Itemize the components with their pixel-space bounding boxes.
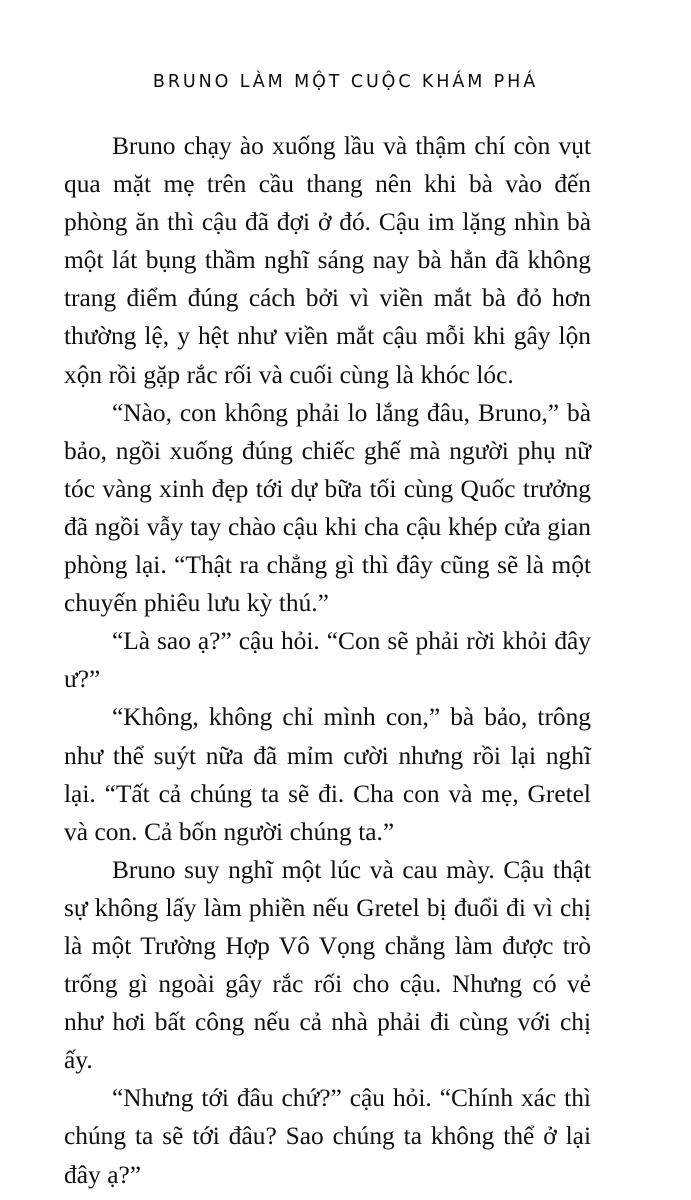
paragraph: “Nhưng tới đâu chứ?” cậu hỏi. “Chính xác thì chúng ta sẽ tới đâu? Sao chúng ta không thể ở lại đây ạ?” — [64, 1084, 591, 1189]
paragraph: “Không, không chỉ mình con,” bà bảo, trông như thể suýt nữa đã mỉm cười nhưng rồi lại nghĩ lại. “Tất cả chúng ta sẽ đi. Cha con và mẹ, Gretel và con. Cả bốn người chúng ta.” — [64, 703, 591, 846]
paragraph: “Là sao ạ?” cậu hỏi. “Con sẽ phải rời khỏi đây ư?” — [64, 627, 591, 694]
paragraph: “Nào, con không phải lo lắng đâu, Bruno,” bà bảo, ngồi xuống đúng chiếc ghế mà người phụ nữ tóc vàng xinh đẹp tới dự bữa tối cùng Quốc trưởng đã ngồi vẫy tay chào cậu khi cha cậu khép cửa gian phòng lại. “Thật ra chẳng gì thì đây cũng sẽ là một chuyến phiêu lưu kỳ thú.” — [64, 398, 591, 618]
paragraph: Bruno chạy ào xuống lầu và thậm chí còn vụt qua mặt mẹ trên cầu thang nên khi bà vào đến phòng ăn thì cậu đã đợi ở đó. Cậu im lặng nhìn bà một lát bụng thầm nghĩ sáng nay bà hẳn đã không trang điểm đúng cách bởi vì viền mắt bà đỏ hơn thường lệ, y hệt như viền mắt cậu mỗi khi gây lộn xộn rồi gặp rắc rối và cuối cùng là khóc lóc. — [64, 132, 591, 389]
body-text-block — [64, 127, 591, 1194]
running-head: BRUNO LÀM MỘT CUỘC KHÁM PHÁ — [152, 72, 539, 92]
paragraph: Bruno suy nghĩ một lúc và cau mày. Cậu thật sự không lấy làm phiền nếu Gretel bị đuổi đi vì chị là một Trường Hợp Vô Vọng chẳng làm được trò trống gì ngoài gây rắc rối cho cậu. Nhưng có vẻ như hơi bất công nếu cả nhà phải đi cùng với chị ấy. — [64, 855, 591, 1075]
